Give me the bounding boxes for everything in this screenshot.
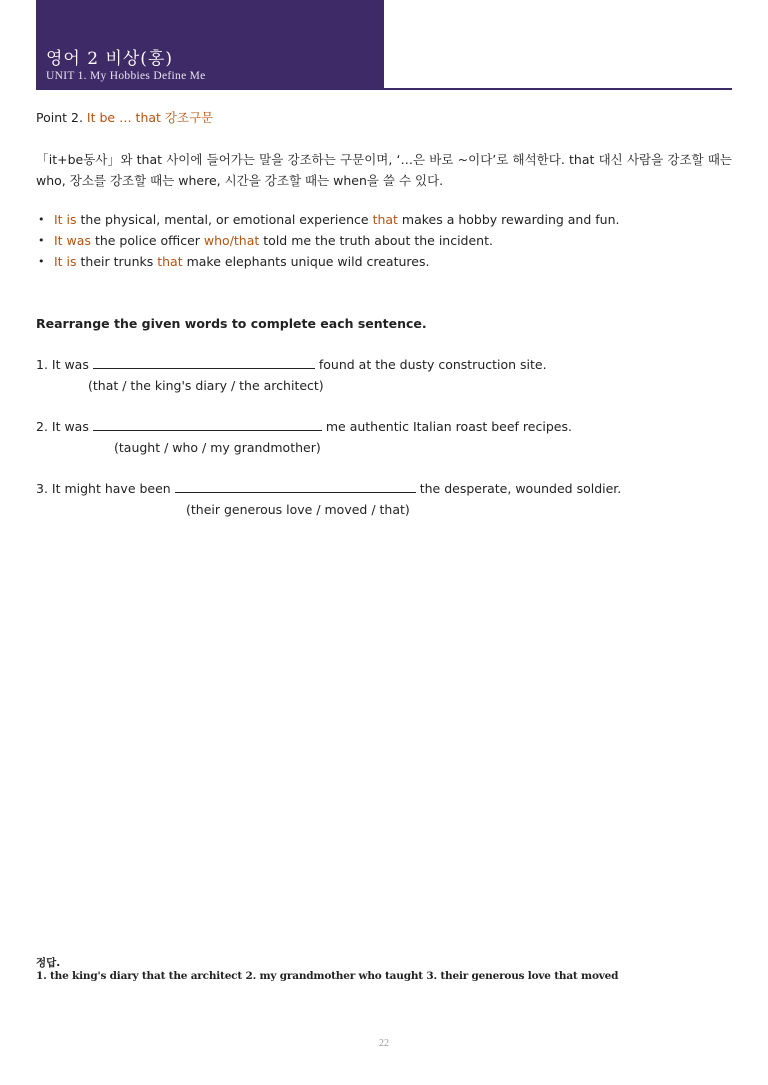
word-hint: (taught / who / my grandmother) [114,440,321,455]
point-label: Point 2. [36,110,83,125]
answer-blank[interactable] [93,416,322,431]
point-topic: It be … that 강조구문 [86,110,214,125]
grammar-explanation: 「it+be동사」와 that 사이에 들어가는 말을 강조하는 구문이며, ‘…은 바로 ~이다’로 해석한다. that 대신 사람을 강조할 때는 who, 장소를 강조할 때는 where, 시간을 강조할 때는 when을 쓸 수 있다. [36,152,732,188]
exercise-instruction: Rearrange the given words to complete each sentence. [36,316,427,331]
answer-key: 1. the king's diary that the architect 2. my grandmother who taught 3. their generous love that moved [36,970,619,982]
emphasis-start: It is [54,254,77,269]
answer-label: 정답. [36,957,61,969]
question-3 [36,478,621,520]
emphasis-focus: the physical, mental, or emotional experience [76,212,373,227]
question-suffix: me authentic Italian roast beef recipes. [325,419,572,434]
question-suffix: found at the dusty construction site. [318,357,547,372]
emphasis-rest: make elephants unique wild creatures. [182,254,430,269]
example-item [36,251,619,272]
emphasis-connector: that [372,212,398,227]
point-heading [36,107,213,128]
emphasis-start: It was [54,233,91,248]
emphasis-rest: makes a hobby rewarding and fun. [397,212,620,227]
word-hint: (their generous love / moved / that) [186,502,410,517]
example-list [36,209,619,272]
emphasis-connector: who/that [203,233,260,248]
question-1 [36,354,547,396]
question-prefix: 1. It was [36,357,89,372]
question-2 [36,416,572,458]
emphasis-focus: their trunks [76,254,158,269]
emphasis-focus: the police officer [90,233,204,248]
page-number: 22 [379,1038,389,1049]
answer-blank[interactable] [175,478,416,493]
example-item [36,230,619,251]
header-rule [384,88,732,90]
answer-blank[interactable] [93,354,315,369]
example-item [36,209,619,230]
question-prefix: 3. It might have been [36,481,171,496]
header-banner [36,0,384,90]
question-prefix: 2. It was [36,419,89,434]
emphasis-connector: that [157,254,183,269]
emphasis-start: It is [54,212,77,227]
word-hint: (that / the king's diary / the architect) [88,378,324,393]
unit-subtitle: UNIT 1. My Hobbies Define Me [46,70,206,82]
question-suffix: the desperate, wounded soldier. [419,481,622,496]
emphasis-rest: told me the truth about the incident. [259,233,493,248]
textbook-title: 영어 2 비상(홍) [46,49,173,69]
